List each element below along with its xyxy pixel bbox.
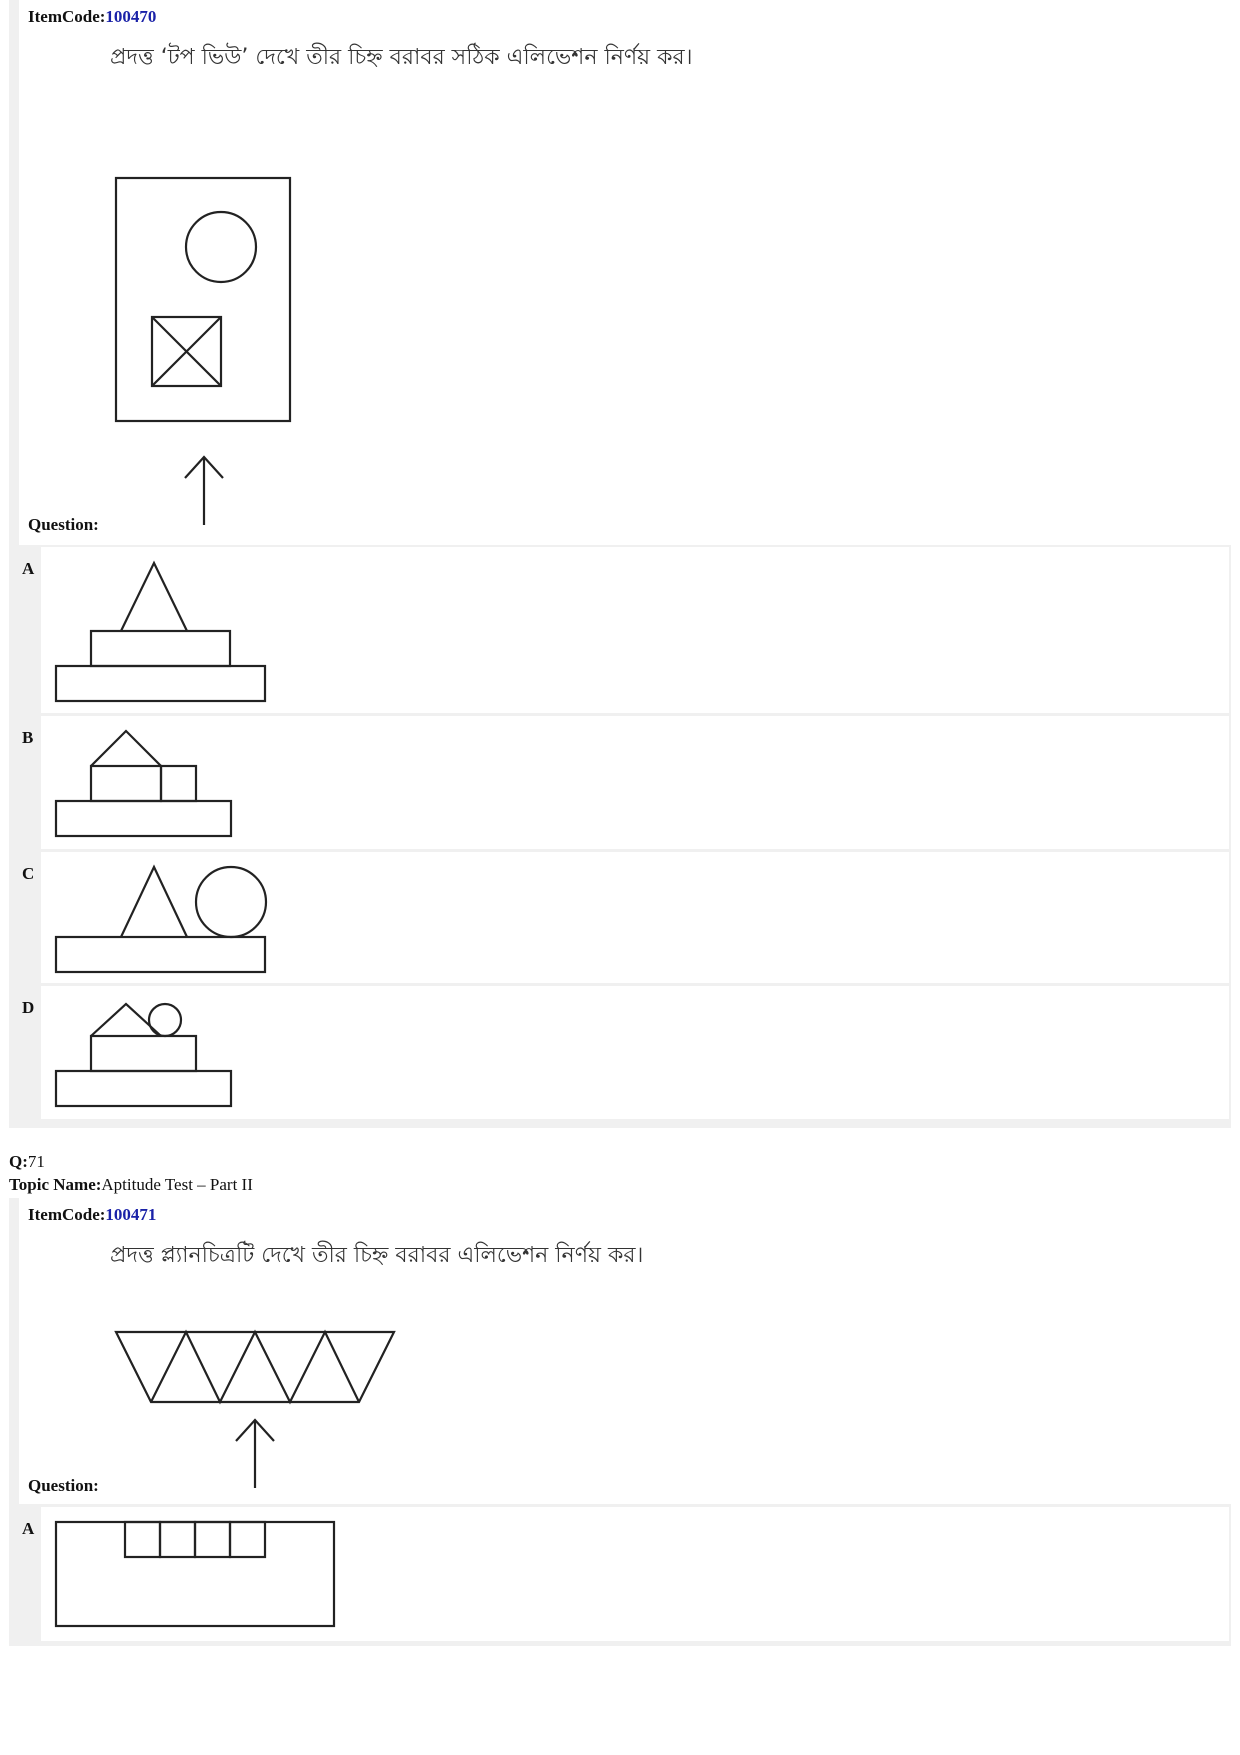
option-a-figure (41, 1507, 361, 1637)
question-number: Q:71 (9, 1152, 45, 1171)
option-letter: A (22, 559, 35, 578)
question-header (19, 1198, 1231, 1504)
option-d-figure (41, 986, 341, 1116)
option-d[interactable] (11, 986, 1229, 1119)
question-label: Question: (28, 1476, 99, 1495)
option-b-figure (41, 716, 341, 846)
option-c[interactable] (11, 852, 1229, 983)
item-code: ItemCode:100470 (28, 7, 157, 26)
option-letter: A (22, 1519, 35, 1538)
question-header (19, 0, 1231, 545)
question-block-100470 (9, 0, 1231, 1128)
question-label: Question: (28, 515, 99, 534)
option-a[interactable] (11, 547, 1229, 713)
option-a-figure (41, 547, 341, 707)
option-a[interactable] (11, 1507, 1229, 1641)
plan-figure (19, 1198, 419, 1498)
item-code-value: 100470 (105, 7, 157, 26)
item-code-value: 100471 (105, 1205, 157, 1224)
option-letter: C (22, 864, 35, 883)
option-letter: B (22, 728, 34, 747)
question-block-100471 (9, 1198, 1231, 1646)
top-view-figure (19, 0, 219, 360)
top-view-circle (186, 212, 256, 282)
top-view-outline (116, 178, 290, 421)
item-code: ItemCode:100471 (28, 1205, 157, 1224)
question-text: প্রদত্ত ‘টপ ভিউ’ দেখে তীর চিহ্ন বরাবর সঠিক এলিভেশন নির্ণয় কর। (110, 45, 693, 70)
plan-outline (116, 1332, 394, 1402)
option-c-figure (41, 852, 341, 982)
option-b[interactable] (11, 716, 1229, 849)
option-letter: D (22, 998, 35, 1017)
topic-name: Topic Name:Aptitude Test – Part II (9, 1175, 253, 1194)
question-text: প্রদত্ত প্ল্যানচিত্রটি দেখে তীর চিহ্ন বরাবর এলিভেশন নির্ণয় কর। (110, 1243, 644, 1268)
